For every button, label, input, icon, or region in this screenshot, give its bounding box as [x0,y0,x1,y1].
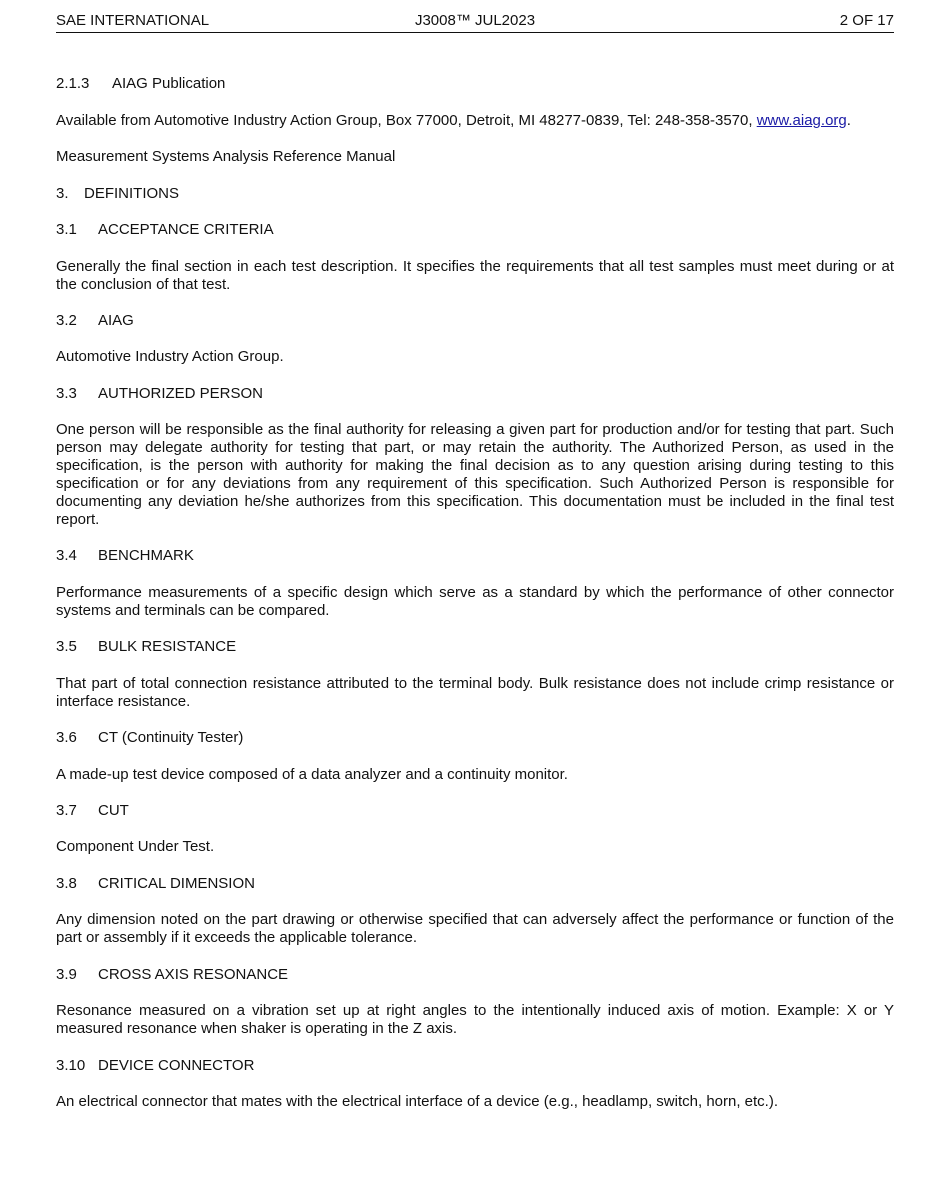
aiag-website-link[interactable]: www.aiag.org [756,112,847,129]
definition-term: DEVICE CONNECTOR [98,1057,255,1074]
definition-number: 3.10 [56,1057,86,1074]
publication-title: Measurement Systems Analysis Reference Manual [56,148,396,165]
definition-heading-3-4 [56,547,894,565]
section-title: AIAG Publication [112,75,226,92]
section-title: DEFINITIONS [84,185,180,202]
section-number: 3. [56,185,69,202]
definition-heading-3-9 [56,966,894,984]
definition-heading-3-10 [56,1057,894,1075]
definition-term: BULK RESISTANCE [98,638,237,655]
definition-number: 3.5 [56,638,77,655]
definition-heading-3-7 [56,802,894,820]
definition-number: 3.4 [56,547,77,564]
definition-number: 3.7 [56,802,77,819]
definition-text-3-7: Component Under Test. [56,838,215,855]
definition-text-3-4: Performance measurements of a specific design which serve as a standard by which the performance of other connector systems and terminals can be compared. [56,584,894,619]
definition-term: CROSS AXIS RESONANCE [98,966,289,983]
header-organization: SAE INTERNATIONAL [56,12,210,29]
definition-number: 3.6 [56,729,77,746]
definition-text-3-8: Any dimension noted on the part drawing or otherwise specified that can adversely affect the performance or function of the part or assembly if it exceeds the applicable tolerance. [56,911,894,946]
definition-heading-3-8 [56,875,894,893]
definition-text-3-9: Resonance measured on a vibration set up at right angles to the intentionally induced axis of motion. Example: X or Y measured resonance when shaker is operating in the Z axis. [56,1002,894,1037]
definition-term: BENCHMARK [98,547,194,564]
definition-number: 3.9 [56,966,77,983]
trailing-punctuation: . [846,112,851,129]
section-number: 2.1.3 [56,75,90,92]
definition-number: 3.2 [56,312,77,329]
definition-heading-3-2 [56,312,894,330]
definition-term: AIAG [98,312,134,329]
definition-heading-3-3 [56,385,894,403]
definition-term: AUTHORIZED PERSON [98,385,264,402]
definition-term: CT (Continuity Tester) [98,729,244,746]
definition-number: 3.3 [56,385,77,402]
definition-text-3-5: That part of total connection resistance attributed to the terminal body. Bulk resistance does not include crimp resistance or interface resistance. [56,675,894,710]
header-document-id: J3008™ JUL2023 [414,12,536,29]
section-heading-3 [56,185,894,203]
definition-text-3-3: One person will be responsible as the final authority for releasing a given part for production and/or for testing that part. Such person may delegate authority for testing that part, or may retain the authority. The Authorized Person, as used in the specification, is the person with authority for making the final decision as to any question arising during testing to this specification or for any deviations from any requirement of this specification. Such Authorized Person is responsible for documenting any deviation he/she authorizes from this specification. This documentation must be included in the final test report. [56,421,894,528]
section-heading-2-1-3 [56,75,894,93]
definition-text-3-1: Generally the final section in each test description. It specifies the requirements that all test samples must meet during or at the conclusion of that test. [56,258,894,293]
definition-heading-3-5 [56,638,894,656]
availability-paragraph [56,112,894,130]
availability-text: Available from Automotive Industry Action Group, Box 77000, Detroit, MI 48277-0839, Tel: 248-358-3570, [56,112,757,129]
definition-heading-3-6 [56,729,894,747]
header-page-number: 2 OF 17 [839,12,894,29]
definition-text-3-10: An electrical connector that mates with the electrical interface of a device (e.g., headlamp, switch, horn, etc.). [56,1093,779,1110]
definition-heading-3-1 [56,221,894,239]
definition-text-3-6: A made-up test device composed of a data analyzer and a continuity monitor. [56,766,568,783]
definition-term: ACCEPTANCE CRITERIA [98,221,274,238]
definition-text-3-2: Automotive Industry Action Group. [56,348,284,365]
definition-number: 3.1 [56,221,77,238]
definition-number: 3.8 [56,875,77,892]
definition-term: CRITICAL DIMENSION [98,875,255,892]
definition-term: CUT [98,802,129,819]
page-header [56,11,894,33]
